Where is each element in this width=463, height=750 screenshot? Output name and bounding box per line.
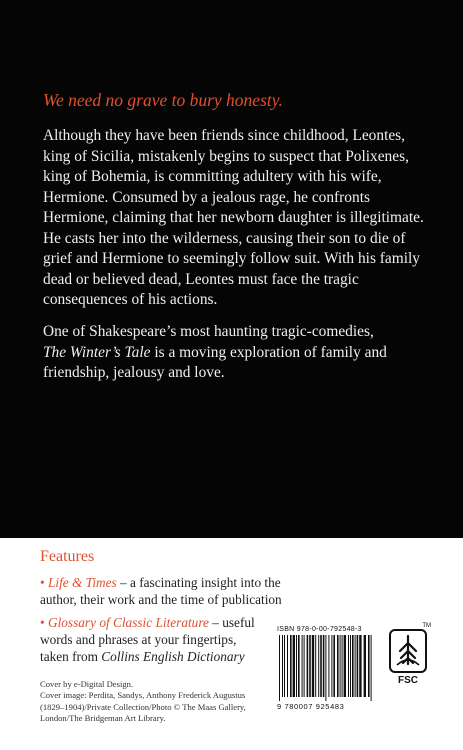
barcode-bar — [364, 635, 366, 697]
barcode-bar — [284, 635, 285, 697]
barcode-bar — [307, 635, 309, 697]
barcode-bar — [296, 635, 297, 697]
feature-name: Glossary of Classic Literature — [47, 615, 209, 630]
barcode-bar — [293, 635, 295, 697]
credit-line: (1829–1904)/Private Collection/Photo © The Maas Gallery, — [40, 701, 246, 712]
barcode-bar — [309, 635, 311, 697]
feature-item-life-times — [40, 574, 312, 608]
barcode-bar — [287, 635, 288, 697]
credit-line: London/The Bridgeman Art Library. — [40, 713, 166, 724]
barcode-bar — [298, 635, 300, 697]
barcode-bar — [371, 635, 372, 701]
feature-name: Life & Times — [47, 575, 117, 590]
barcode-bar — [368, 635, 370, 697]
barcode-bar — [348, 635, 349, 697]
bullet-icon: • — [40, 575, 45, 590]
tagline-quote: We need no grave to bury honesty. — [43, 90, 283, 110]
barcode-bar — [357, 635, 359, 697]
barcode-bar — [355, 635, 356, 697]
feature-item-glossary — [40, 614, 266, 665]
synopsis-text: Although they have been friends since childhood, Leontes, king of Sicilia, mistakenly begins to suspect that Polixenes, king of Bohemia, is committing adultery with his wife, Hermione. Consumed by a jealous rage, he confronts Hermione, claiming that her newborn daughter is illegitimate. He casts her into the wilderness, causing their son to die of grief and Hermione to seemingly follow suit. With his family dead or believed dead, Leontes must face the tragic consequences of his actions. — [43, 127, 424, 308]
summary-lead: One of Shakespeare’s most haunting tragic-comedies, — [43, 323, 374, 340]
barcode-bar — [302, 635, 303, 697]
isbn-label: ISBN 978-0-00-792548-3 — [277, 626, 362, 633]
barcode-bar — [312, 635, 314, 697]
barcode-bar — [282, 635, 283, 697]
bullet-icon: • — [40, 615, 45, 630]
barcode-bar — [359, 635, 361, 697]
feature-description: – a fascinating insight into the author, their work and the time of publication — [40, 575, 282, 607]
features-panel — [0, 538, 463, 750]
book-title: The Winter’s Tale — [43, 343, 151, 361]
summary-paragraph — [43, 322, 425, 384]
features-heading: Features — [40, 548, 95, 565]
credit-line: Cover image: Perdita, Sandys, Anthony Frederick Augustus — [40, 690, 246, 701]
barcode-bar — [344, 635, 346, 697]
credit-line: Cover by e-Digital Design. — [40, 679, 134, 689]
trademark-mark: TM — [422, 623, 431, 629]
barcode-bar — [279, 635, 280, 701]
barcode-bar — [337, 635, 339, 697]
barcode-bar — [325, 635, 326, 701]
synopsis-paragraph — [43, 126, 425, 311]
barcode-bar — [342, 635, 343, 697]
barcode-bar — [331, 635, 332, 697]
isbn-barcode-block — [277, 626, 375, 711]
barcode-bar — [318, 635, 319, 697]
fsc-logo — [385, 623, 431, 686]
barcode-bar — [350, 635, 351, 697]
summary-rest: is a moving exploration of family and friendship, jealousy and love. — [43, 343, 387, 381]
barcode-icon — [277, 635, 375, 701]
feature-description: – useful words and phrases at your fingertips, taken from — [40, 615, 255, 664]
barcode-bar — [290, 635, 292, 697]
fsc-label: FSC — [398, 675, 418, 686]
barcode-digits: 9 780007 925483 — [277, 702, 345, 711]
barcode-bar — [340, 635, 341, 697]
barcode-bar — [352, 635, 354, 697]
barcode-bar — [328, 635, 329, 697]
barcode-bar — [315, 635, 316, 697]
barcode-bar — [333, 635, 335, 697]
feature-source: Collins English Dictionary — [101, 649, 245, 664]
barcode-bar — [323, 635, 325, 697]
barcode-bar — [304, 635, 305, 697]
barcode-bar — [320, 635, 322, 697]
fsc-tree-icon — [389, 623, 431, 673]
cover-credits — [40, 679, 290, 725]
